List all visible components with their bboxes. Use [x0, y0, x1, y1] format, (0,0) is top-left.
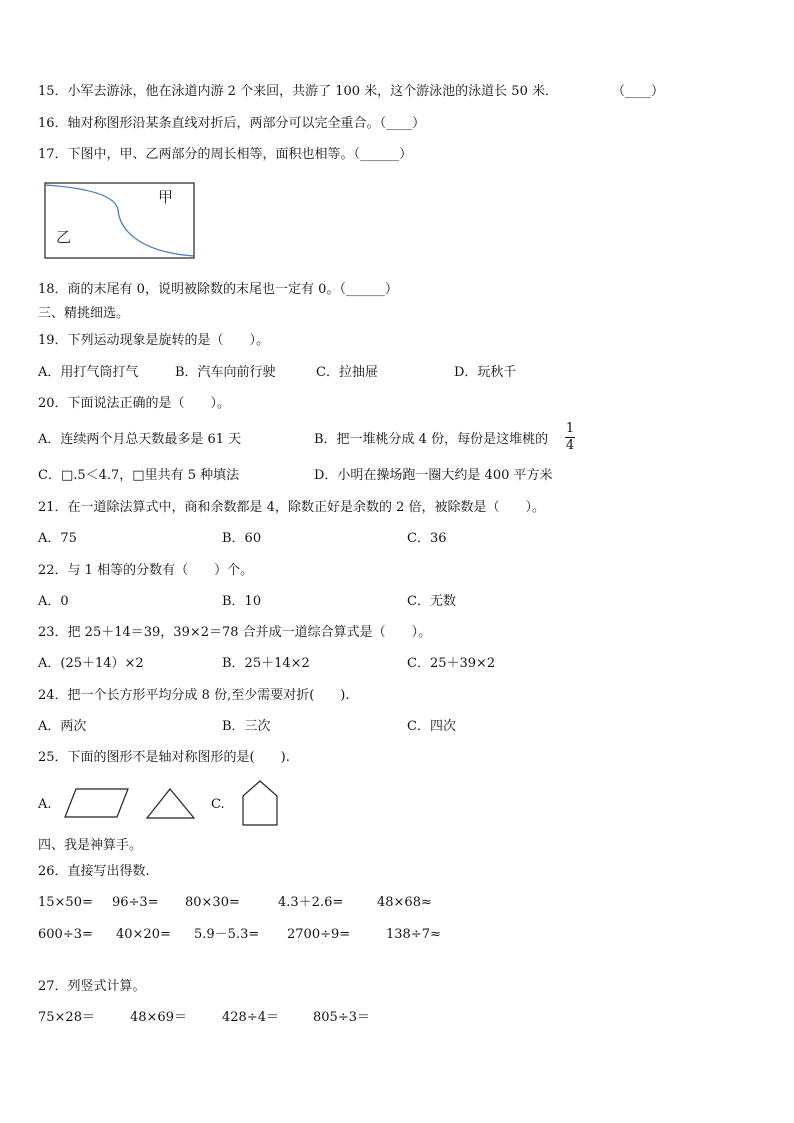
- option-c[interactable]: C．无数: [407, 594, 456, 609]
- question-17: [38, 147, 412, 163]
- question-19: [38, 333, 269, 349]
- question-number: 20．: [38, 396, 68, 411]
- calc-item: 80×30=: [185, 895, 240, 910]
- question-number: 26．: [38, 864, 68, 879]
- calc-item: 805÷3＝: [313, 1010, 370, 1025]
- question-18: [38, 282, 398, 298]
- question-number: 24．: [38, 688, 68, 703]
- question-text: 把一个长方形平均分成 8 份,至少需要对折( ).: [67, 688, 350, 703]
- option-a-label[interactable]: A.: [38, 797, 52, 812]
- question-number: 18．: [38, 282, 68, 297]
- option-c[interactable]: C．□.5＜4.7，□里共有 5 种填法: [38, 468, 240, 483]
- question-text: 把 25＋14＝39，39×2＝78 合并成一道综合算式是（ ）。: [67, 625, 432, 640]
- calc-item: 2700÷9=: [287, 927, 351, 942]
- question-16: [38, 116, 425, 132]
- option-d[interactable]: D．小明在操场跑一圈大约是 400 平方米: [314, 468, 553, 483]
- question-number: 27．: [38, 979, 68, 994]
- question-25: [38, 750, 290, 766]
- question-26: [38, 864, 150, 880]
- answer-blank[interactable]: （______）: [339, 282, 398, 297]
- question-text: 在一道除法算式中，商和余数都是 4，除数正好是余数的 2 倍，被除数是（ ）。: [67, 500, 545, 515]
- question-21: [38, 500, 545, 516]
- question-number: 21．: [38, 500, 68, 515]
- question-text: 下列运动现象是旋转的是（ ）。: [67, 333, 270, 348]
- fraction-one-quarter: [565, 422, 575, 453]
- pentagon-house-shape[interactable]: [241, 779, 279, 827]
- question-number: 19．: [38, 333, 68, 348]
- option-d[interactable]: D．玩秋千: [454, 365, 517, 380]
- triangle-shape[interactable]: [145, 787, 197, 821]
- option-b[interactable]: B．10: [222, 594, 262, 609]
- option-a[interactable]: A．0: [38, 594, 69, 609]
- option-a[interactable]: A．连续两个月总天数最多是 61 天: [38, 432, 242, 447]
- option-b[interactable]: B．汽车向前行驶: [175, 365, 276, 380]
- option-a[interactable]: A．用打气筒打气: [38, 365, 139, 380]
- question-22: [38, 563, 253, 579]
- option-b[interactable]: B．25＋14×2: [222, 656, 310, 671]
- question-27: [38, 979, 146, 995]
- option-b[interactable]: B．60: [222, 531, 262, 546]
- calc-item: 48×69＝: [130, 1010, 187, 1025]
- option-c[interactable]: C．拉抽屉: [316, 365, 378, 380]
- question-text: 商的末尾有 0，说明被除数的末尾也一定有 0。: [67, 282, 340, 297]
- option-c[interactable]: C．25＋39×2: [407, 656, 496, 671]
- question-23: [38, 625, 431, 641]
- calc-item: 138÷7≈: [386, 927, 441, 942]
- parallelogram-shape[interactable]: [64, 787, 130, 821]
- answer-blank[interactable]: （____）: [612, 84, 665, 99]
- calc-item: 5.9－5.3=: [194, 927, 260, 942]
- option-b[interactable]: B．三次: [222, 719, 271, 734]
- calc-item: 48×68≈: [377, 895, 432, 910]
- answer-blank[interactable]: （______）: [353, 147, 413, 162]
- calc-item: 4.3＋2.6=: [278, 895, 344, 910]
- question-text: 下面说法正确的是（ ）。: [67, 396, 231, 411]
- calc-item: 75×28＝: [38, 1010, 95, 1025]
- question-text: 下面的图形不是轴对称图形的是( ).: [67, 750, 290, 765]
- option-c[interactable]: C．四次: [407, 719, 456, 734]
- option-c[interactable]: C．36: [407, 531, 447, 546]
- question-number: 15．: [38, 84, 68, 99]
- question-text: 与 1 相等的分数有（ ）个。: [67, 563, 254, 578]
- section-title-4: 四、我是神算手。: [38, 838, 143, 853]
- option-a[interactable]: A．两次: [38, 719, 87, 734]
- label-yi: 乙: [56, 228, 72, 246]
- label-jia: 甲: [158, 188, 174, 206]
- option-a[interactable]: A．75: [38, 531, 77, 546]
- question-text: 轴对称图形沿某条直线对折后，两部分可以完全重合。: [67, 116, 380, 131]
- fraction-denominator: 4: [565, 438, 575, 453]
- question-number: 17．: [38, 147, 68, 162]
- option-b[interactable]: B．把一堆桃分成 4 份，每份是这堆桃的: [314, 432, 549, 447]
- question-20: [38, 396, 230, 412]
- calc-item: 428÷4＝: [222, 1010, 279, 1025]
- question-15: [38, 84, 558, 100]
- question-text: 直接写出得数.: [67, 864, 150, 879]
- option-a[interactable]: A．(25＋14）×2: [38, 656, 144, 671]
- question-number: 23．: [38, 625, 68, 640]
- question-24: [38, 688, 350, 704]
- question-text: 下图中，甲、乙两部分的周长相等，面积也相等。: [67, 147, 354, 162]
- question-number: 22．: [38, 563, 68, 578]
- calc-item: 96÷3=: [112, 895, 159, 910]
- section-title-3: 三、精挑细选。: [38, 306, 130, 321]
- question-text: 列竖式计算。: [67, 979, 146, 994]
- calc-item: 40×20=: [116, 927, 171, 942]
- option-c-label[interactable]: C.: [211, 797, 225, 812]
- figure-17-diagram: [44, 182, 196, 260]
- calc-item: 600÷3=: [38, 927, 93, 942]
- question-number: 25．: [38, 750, 68, 765]
- calc-item: 15×50=: [38, 895, 93, 910]
- fraction-numerator: 1: [565, 421, 575, 436]
- answer-blank[interactable]: （____）: [379, 116, 426, 131]
- question-text: 小军去游泳，他在泳道内游 2 个来回，共游了 100 米，这个游泳池的泳道长 50 米．: [67, 84, 558, 99]
- question-number: 16．: [38, 116, 68, 131]
